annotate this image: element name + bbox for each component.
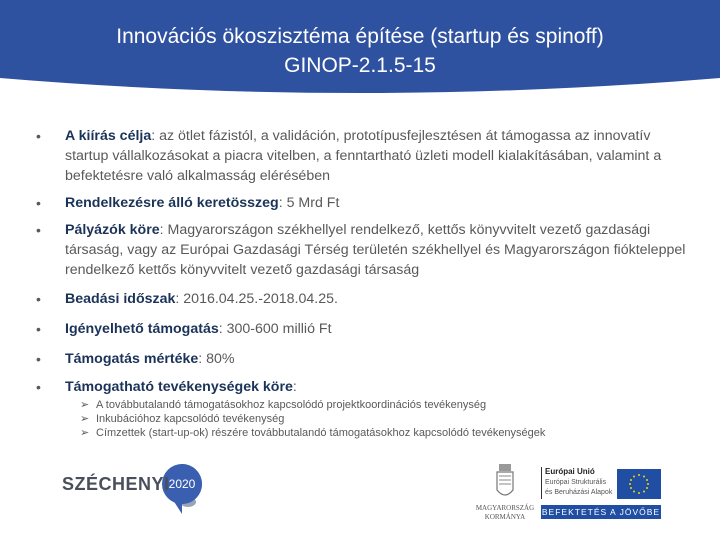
slide-subtitle: GINOP-2.1.5-15 [284, 54, 436, 77]
sub-item [80, 398, 486, 411]
arrow-bullet-icon: ➢ [80, 427, 90, 439]
list-item [65, 377, 690, 397]
list-item [65, 126, 690, 186]
gov-line2: KORMÁNYA [484, 513, 526, 521]
sub-item [80, 412, 284, 425]
eu-title: Európai Unió [545, 467, 595, 476]
item-text: : Magyarországon székhellyel rendelkező, kettős könyvvitelt vezető gazdasági társaság, vagy az Európai Gazdasági Térség területén székhellyel és Magyarországon fiókteleppel rendelkező kettős könyvvitelt vezető gazdasági társaság [65, 222, 686, 278]
item-label: Támogatható tevékenységek köre [65, 379, 293, 395]
header-banner [0, 0, 720, 100]
bullet-icon: • [36, 128, 41, 144]
bullet-icon: • [36, 379, 41, 395]
item-label: Igényelhető támogatás [65, 321, 219, 337]
bullet-icon: • [36, 351, 41, 367]
item-text: : 2016.04.25.-2018.04.25. [175, 291, 338, 307]
item-text: : 5 Mrd Ft [278, 195, 340, 211]
szechenyi-text: SZÉCHENYI [62, 474, 170, 494]
list-item [65, 349, 690, 369]
list-item [65, 193, 690, 213]
item-label: Beadási időszak [65, 291, 176, 307]
item-text: : 80% [198, 351, 235, 367]
bullet-icon: • [36, 321, 41, 337]
divider [541, 467, 542, 499]
slide-title: Innovációs ökoszisztéma építése (startup és spinoff) [116, 25, 604, 48]
eu-banner: BEFEKTETÉS A JÖVŐBE [541, 507, 661, 517]
eu-flag-icon [617, 469, 661, 499]
bullet-icon: • [36, 291, 41, 307]
bullet-icon: • [36, 195, 41, 211]
item-text: : [292, 379, 297, 395]
bullet-icon: • [36, 222, 41, 238]
year-text: 2020 [168, 477, 196, 491]
item-label: Pályázók köre [65, 222, 160, 238]
list-item [65, 289, 690, 309]
eu-line3: és Beruházási Alapok [545, 489, 613, 496]
sub-item-text: Címzettek (start-up-ok) részére továbbutalandó támogatásokhoz kapcsolódó tevékenységek [96, 427, 546, 439]
item-label: Rendelkezésre álló keretösszeg [65, 195, 279, 211]
sub-item-text: A továbbutalandó támogatásokhoz kapcsolódó projektkoordinációs tevékenység [96, 399, 487, 411]
eu-line2: Európai Strukturális [545, 479, 607, 486]
arrow-bullet-icon: ➢ [80, 399, 90, 411]
item-text: : az ötlet fázistól, a validáción, prototípusfejlesztésen át támogassa az innovatív startup vállalkozásokat a piacra vitelben, a fenntartható üzleti modell kialakításában, valamint a befektetésre való alkalmasság elérésében [65, 128, 662, 184]
list-item [65, 319, 690, 339]
arrow-bullet-icon: ➢ [80, 413, 90, 425]
sub-item [80, 426, 545, 439]
gov-line1: MAGYARORSZÁG [475, 504, 535, 512]
sub-item-text: Inkubációhoz kapcsolódó tevékenység [96, 413, 285, 425]
item-label: A kiírás célja [65, 128, 152, 144]
coat-of-arms-icon [494, 462, 516, 502]
item-text: : 300-600 millió Ft [218, 321, 332, 337]
list-item [65, 220, 705, 280]
item-label: Támogatás mértéke [65, 351, 199, 367]
